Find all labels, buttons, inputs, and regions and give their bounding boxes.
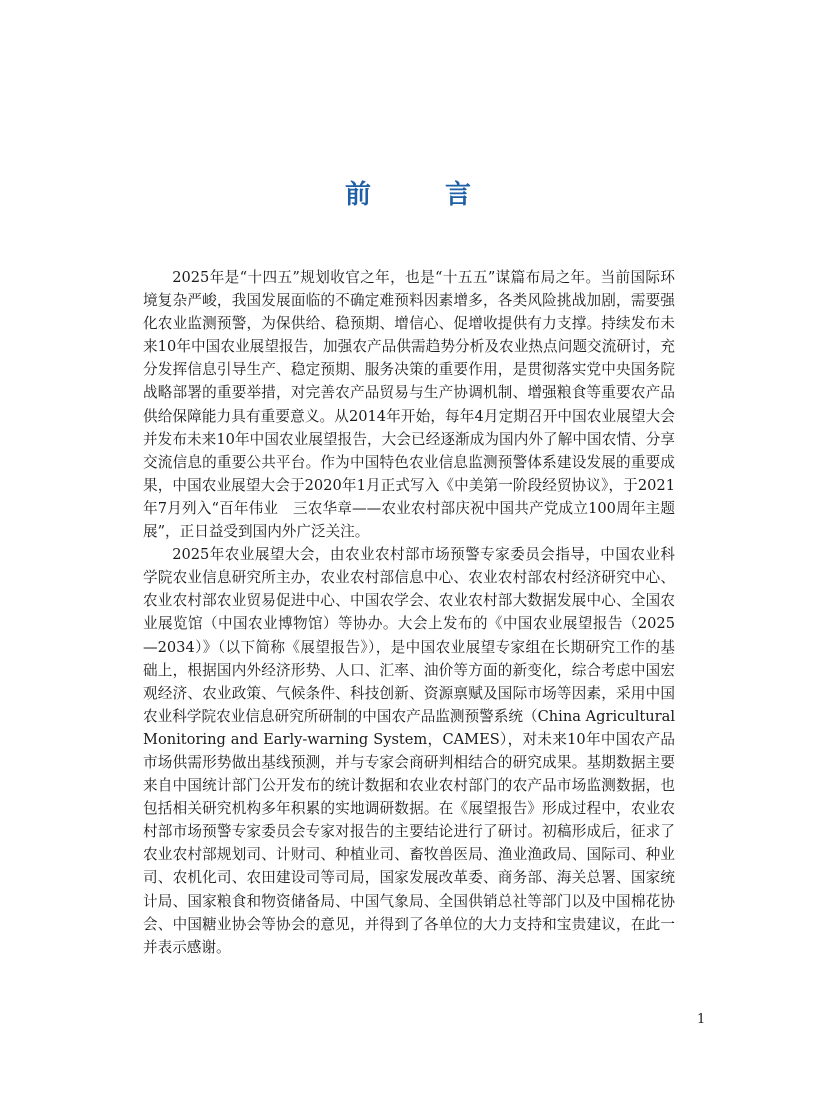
paragraph-1: 2025年是“十四五”规划收官之年，也是“十五五”谋篇布局之年。当前国际环境复杂严峻，我国发展面临的不确定难预料因素增多，各类风险挑战加剧，需要强化农业监测预警，为保供给、稳预期、增信心、促增收提供有力支撑。持续发布未来10年中国农业展望报告，加强农产品供需趋势分析及农业热点问题交流研讨，充分发挥信息引导生产、稳定预期、服务决策的重要作用，是贯彻落实党中央国务院战略部署的重要举措，对完善农产品贸易与生产协调机制、增强粮食等重要农产品供给保障能力具有重要意义。从2014年开始，每年4月定期召开中国农业展望大会并发布未来10年中国农业展望报告，大会已经逐渐成为国内外了解中国农情、分享交流信息的重要公共平台。作为中国特色农业信息监测预警体系建设发展的重要成果，中国农业展望大会于2020年1月正式写入《中美第一阶段经贸协议》，于2021年7月列入“百年伟业 三农华章——农业农村部庆祝中国共产党成立100周年主题展”，正日益受到国内外广泛关注。: [143, 269, 675, 541]
title-char-1: 前: [344, 180, 371, 210]
page-number: 1: [697, 1012, 706, 1027]
title-char-2: 言: [445, 180, 472, 210]
paragraph-2: 2025年农业展望大会，由农业农村部市场预警专家委员会指导，中国农业科学院农业信息研究所主办，农业农村部信息中心、农业农村部农村经济研究中心、农业农村部农业贸易促进中心、中国农学会、农业农村部大数据发展中心、全国农业展览馆（中国农业博物馆）等协办。大会上发布的《中国农业展望报告（2025—2034）》（以下简称《展望报告》），是中国农业展望专家组在长期研究工作的基础上，根据国内外经济形势、人口、汇率、油价等方面的新变化，综合考虑中国宏观经济、农业政策、气候条件、科技创新、资源禀赋及国际市场等因素，采用中国农业科学院农业信息研究所研制的中国农产品监测预警系统（China Agricultural Monitoring and Early-warning System，CAMES），对未来10年中国农产品市场供需形势做出基线预测，并与专家会商研判相结合的研究成果。基期数据主要来自中国统计部门公开发布的统计数据和农业农村部门的农产品市场监测数据，也包括相关研究机构多年积累的实地调研数据。在《展望报告》形成过程中，农业农村部市场预警专家委员会专家对报告的主要结论进行了研讨。初稿形成后，征求了农业农村部规划司、计财司、种植业司、畜牧兽医局、渔业渔政局、国际司、种业司、农机化司、农田建设司等司局，国家发展改革委、商务部、海关总署、国家统计局、国家粮食和物资储备局、中国气象局、全国供销总社等部门以及中国棉花协会、中国糖业协会等协会的意见，并得到了各单位的大力支持和宝贵建议，在此一并表示感谢。: [143, 546, 675, 956]
preface-body: [143, 266, 675, 959]
page-title: [0, 174, 816, 211]
